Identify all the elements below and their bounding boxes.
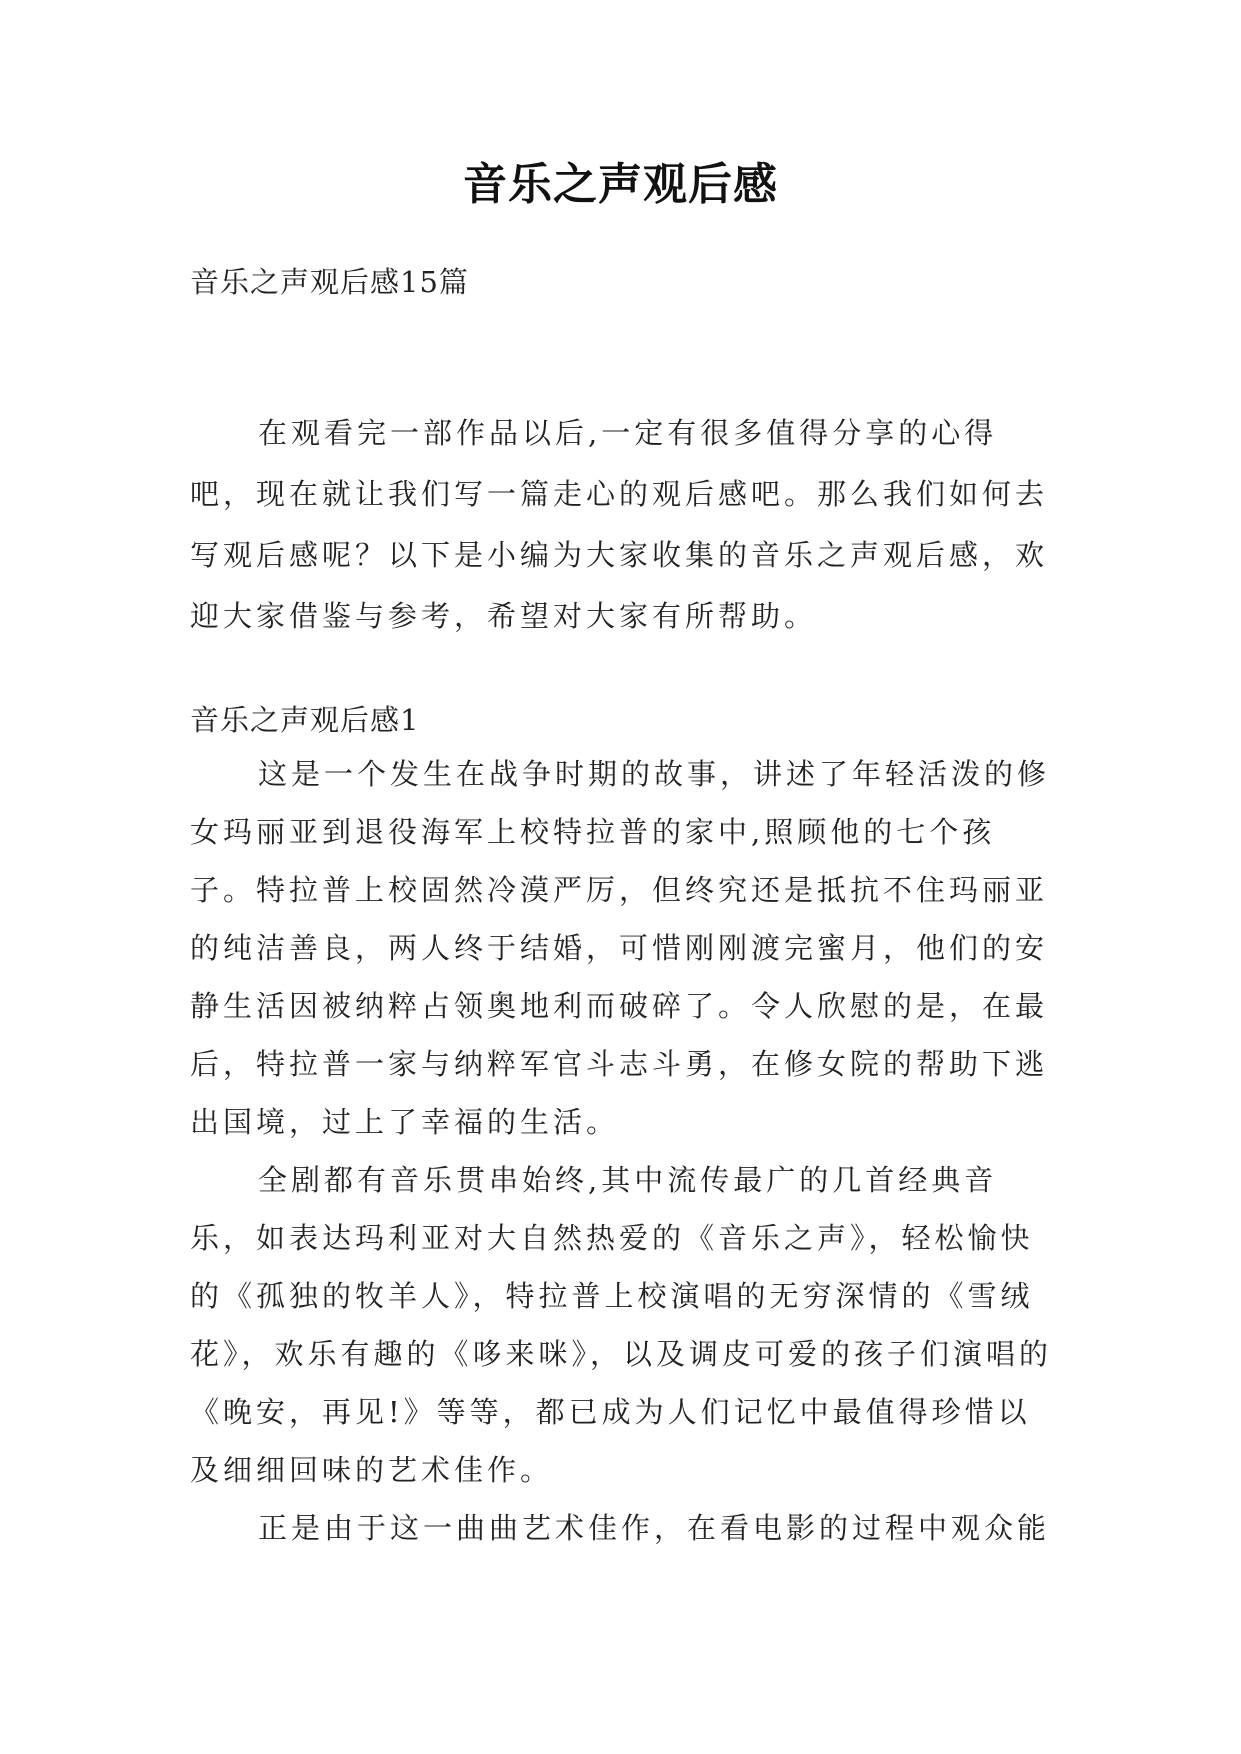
- body-paragraph: 这是一个发生在战争时期的故事，讲述了年轻活泼的修女玛丽亚到退役海军上校特拉普的家中,照顾他的七个孩子。特拉普上校固然冷漠严厉，但终究还是抵抗不住玛丽亚的纯洁善良，两人终于结婚，可惜刚刚渡完蜜月，他们的安静生活因被纳粹占领奥地利而破碎了。令人欣慰的是，在最后，特拉普一家与纳粹军官斗志斗勇，在修女院的帮助下逃出国境，过上了幸福的生活。: [190, 757, 1051, 1139]
- body-paragraph: 全剧都有音乐贯串始终,其中流传最广的几首经典音乐，如表达玛利亚对大自然热爱的《音乐之声》，轻松愉快的《孤独的牧羊人》，特拉普上校演唱的无穷深情的《雪绒花》，欢乐有趣的《哆来咪》，以及调皮可爱的孩子们演唱的《晚安，再见!》等等，都已成为人们记忆中最值得珍惜以及细细回味的艺术佳作。: [190, 1163, 1053, 1487]
- section-heading: 音乐之声观后感1: [190, 703, 420, 737]
- document-title: 音乐之声观后感: [463, 159, 778, 210]
- body-paragraph: 正是由于这一曲曲艺术佳作，在看电影的过程中观众能: [258, 1511, 1051, 1545]
- intro-paragraph: 在观看完一部作品以后,一定有很多值得分享的心得吧，现在就让我们写一篇走心的观后感吧。那么我们如何去写观后感呢？以下是小编为大家收集的音乐之声观后感，欢迎大家借鉴与参考，希望对大家有所帮助。: [190, 416, 1049, 633]
- section-body: [190, 745, 1060, 1557]
- document-subtitle: 音乐之声观后感15篇: [190, 265, 469, 299]
